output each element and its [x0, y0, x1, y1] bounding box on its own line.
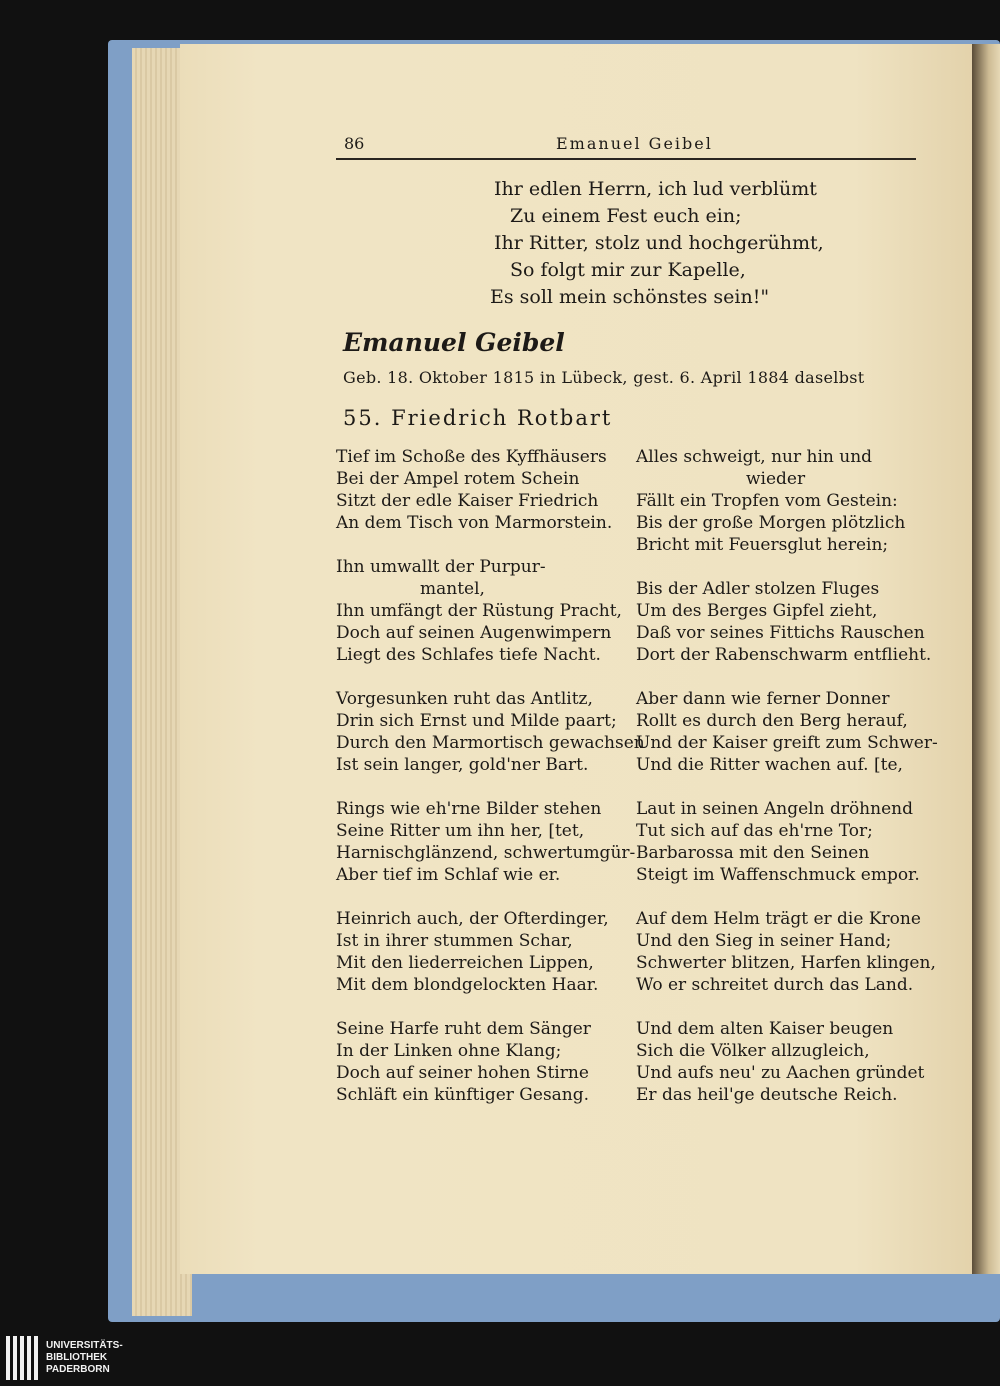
author-bio: Geb. 18. Oktober 1815 in Lübeck, gest. 6. April 1884 daselbst: [343, 368, 865, 387]
intro-verse: [486, 176, 824, 311]
verse-line: Schwerter blitzen, Harfen klingen,: [636, 953, 936, 973]
verse-line: Heinrich auch, der Ofterdinger,: [336, 909, 609, 929]
verse-line: Ihr edlen Herrn, ich lud verblümt: [494, 178, 817, 200]
verse-line: Doch auf seinen Augenwimpern: [336, 623, 612, 643]
stanza: [636, 1018, 925, 1106]
verse-line: Bricht mit Feuersglut herein;: [636, 535, 889, 555]
verse-line: Ihn umfängt der Rüstung Pracht,: [336, 601, 622, 621]
verse-line: Daß vor seines Fittichs Rauschen: [636, 623, 925, 643]
verse-line: Ist sein langer, gold'ner Bart.: [336, 755, 589, 775]
verse-line: Um des Berges Gipfel zieht,: [636, 601, 878, 621]
logo-line: PADERBORN: [46, 1364, 110, 1375]
verse-line: wieder: [746, 469, 806, 489]
stanza: [336, 908, 626, 996]
verse-line: So folgt mir zur Kapelle,: [510, 259, 746, 281]
verse-line: Aber dann wie ferner Donner: [636, 689, 890, 709]
verse-line: Aber tief im Schlaf wie er.: [336, 865, 561, 885]
stanza: [336, 798, 636, 886]
verse-line: Ihr Ritter, stolz und hochgerühmt,: [494, 232, 824, 254]
stanza: [336, 556, 626, 666]
verse-line: Bis der große Morgen plötzlich: [636, 513, 906, 533]
verse-line: mantel,: [420, 579, 485, 599]
verse-line: Wo er schreitet durch das Land.: [636, 975, 914, 995]
verse-line: Schläft ein künftiger Gesang.: [336, 1085, 590, 1105]
verse-line: Barbarossa mit den Seinen: [636, 843, 870, 863]
running-title: Emanuel Geibel: [556, 134, 713, 153]
verse-line: Bei der Ampel rotem Schein: [336, 469, 580, 489]
logo-line: UNIVERSITÄTS-: [46, 1340, 123, 1351]
verse-line: Und die Ritter wachen auf. [te,: [636, 755, 903, 775]
page-number: 86: [344, 134, 365, 153]
verse-line: Zu einem Fest euch ein;: [510, 205, 742, 227]
verse-line: In der Linken ohne Klang;: [336, 1041, 562, 1061]
verse-line: Alles schweigt, nur hin und: [636, 447, 873, 467]
verse-line: Und aufs neu' zu Aachen gründet: [636, 1063, 925, 1083]
verse-line: Und dem alten Kaiser beugen: [636, 1019, 894, 1039]
stanza: [336, 1018, 626, 1106]
library-logo: [6, 1336, 123, 1380]
stanza: [336, 446, 626, 534]
verse-line: Laut in seinen Angeln dröhnend: [636, 799, 913, 819]
logo-line: BIBLIOTHEK: [46, 1352, 108, 1363]
verse-line: Doch auf seiner hohen Stirne: [336, 1063, 589, 1083]
verse-line: Sich die Völker allzugleich,: [636, 1041, 870, 1061]
verse-line: Er das heil'ge deutsche Reich.: [636, 1085, 898, 1105]
verse-line: Seine Harfe ruht dem Sänger: [336, 1019, 591, 1039]
author-heading: Emanuel Geibel: [343, 328, 565, 357]
verse-line: Ihn umwallt der Purpur-: [336, 557, 546, 577]
verse-line: Drin sich Ernst und Milde paart;: [336, 711, 617, 731]
verse-line: Ist in ihrer stummen Schar,: [336, 931, 573, 951]
verse-line: Rings wie eh'rne Bilder stehen: [336, 799, 602, 819]
verse-line: Und den Sieg in seiner Hand;: [636, 931, 892, 951]
verse-line: Mit den liederreichen Lippen,: [336, 953, 594, 973]
library-logo-text: [46, 1340, 123, 1376]
verse-line: Steigt im Waffenschmuck empor.: [636, 865, 920, 885]
verse-line: Vorgesunken ruht das Antlitz,: [336, 689, 593, 709]
verse-line: Durch den Marmortisch gewachsen: [336, 733, 645, 753]
verse-line: Fällt ein Tropfen vom Gestein:: [636, 491, 898, 511]
verse-line: Harnischglänzend, schwertumgür-: [336, 843, 636, 863]
verse-line: An dem Tisch von Marmorstein.: [336, 513, 613, 533]
stanza: [636, 688, 938, 776]
verse-line: Sitzt der edle Kaiser Friedrich: [336, 491, 599, 511]
library-logo-icon: [6, 1336, 38, 1380]
verse-line: Es soll mein schönstes sein!": [490, 286, 770, 308]
verse-line: Und der Kaiser greift zum Schwer-: [636, 733, 938, 753]
verse-line: Mit dem blondgelockten Haar.: [336, 975, 599, 995]
verse-line: Bis der Adler stolzen Fluges: [636, 579, 880, 599]
header-rule: [336, 158, 916, 160]
poem-title: 55. Friedrich Rotbart: [343, 406, 613, 430]
stanza: [636, 578, 932, 666]
verse-line: Liegt des Schlafes tiefe Nacht.: [336, 645, 601, 665]
verse-line: Dort der Rabenschwarm entflieht.: [636, 645, 932, 665]
stanza: [636, 446, 912, 556]
stanza: [336, 688, 645, 776]
verse-line: Tief im Schoße des Kyffhäusers: [336, 447, 607, 467]
stanza: [636, 798, 920, 886]
poem-column-right: [636, 446, 938, 1128]
verse-line: Auf dem Helm trägt er die Krone: [636, 909, 921, 929]
verse-line: Seine Ritter um ihn her, [tet,: [336, 821, 585, 841]
verse-line: Tut sich auf das eh'rne Tor;: [636, 821, 873, 841]
verse-line: Rollt es durch den Berg herauf,: [636, 711, 908, 731]
book-gutter: [972, 44, 1000, 1274]
poem-column-left: [336, 446, 645, 1128]
stanza: [636, 908, 936, 996]
